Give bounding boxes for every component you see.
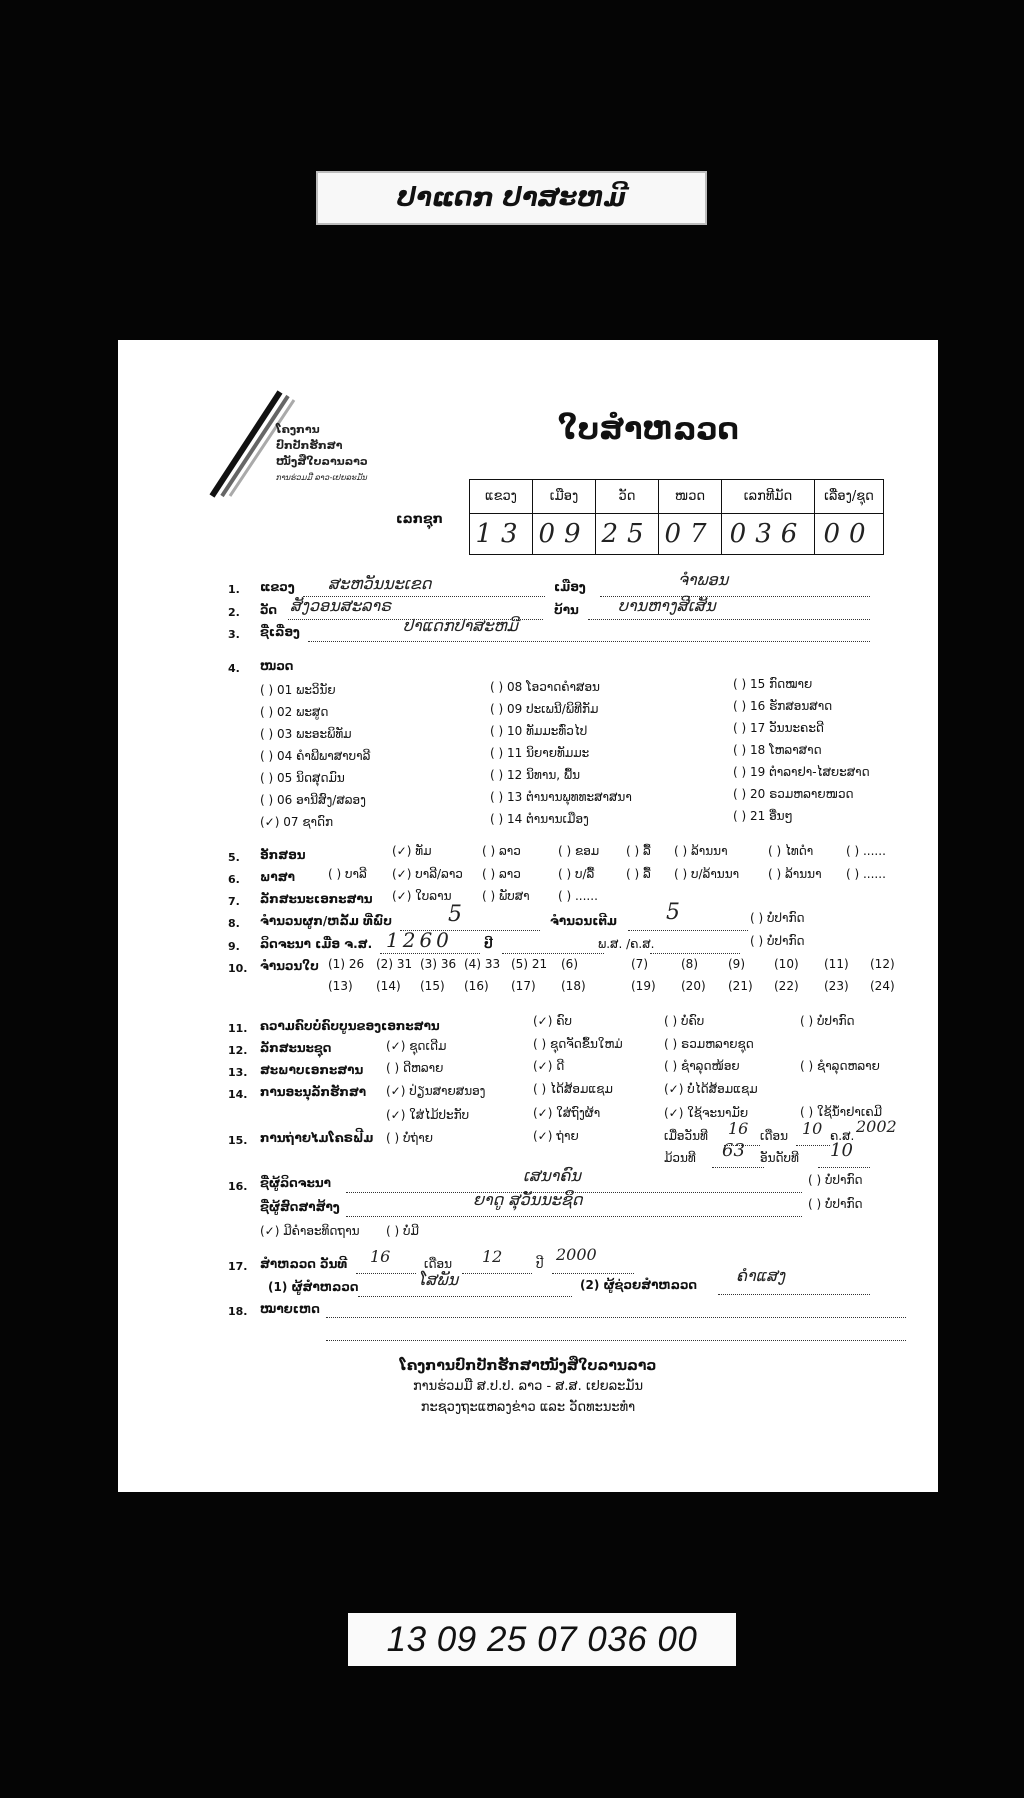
colophon-option[interactable]: (✓) ມີຄໍາອະທິດຖານ xyxy=(260,1224,360,1238)
conservation-option[interactable]: ( ) ໃຊ້ນ້ໍາຢາເຄມີ xyxy=(800,1105,883,1119)
remarks-line xyxy=(326,1317,906,1318)
survey-form-sheet xyxy=(118,340,938,1492)
completeness-option[interactable]: ( ) ບໍ່ຄົບ xyxy=(664,1014,705,1028)
field-number: 1. xyxy=(228,583,240,596)
field-number: 13. xyxy=(228,1066,248,1079)
footer-cooperation: ການຮ່ວມມື ສ.ປ.ປ. ລາວ - ສ.ສ. ເຢຍລະມັນ xyxy=(412,1379,644,1394)
field-number: 10. xyxy=(228,962,248,975)
survey-day-value: 16 xyxy=(370,1247,391,1266)
roll-label: ມ້ວນທີ xyxy=(664,1151,696,1165)
year-label: ປີ xyxy=(484,937,493,951)
roll-value: 63 xyxy=(722,1140,745,1161)
category-option[interactable]: ( ) 03 ພະອະພິທັມ xyxy=(260,727,352,741)
leaf-count-label: ຈໍານວນໃບ xyxy=(260,959,319,973)
category-option[interactable]: ( ) 14 ຕໍານານເມືອງ xyxy=(490,812,589,826)
field-number: 14. xyxy=(228,1088,248,1101)
conservation-option[interactable]: (✓) ໃສ່ຖົງຜ້າ xyxy=(533,1106,601,1120)
leaf-count-cell: (3) 36 xyxy=(420,957,457,971)
form-title: ໃບສໍາຫລວດ xyxy=(558,412,739,447)
microfilm-day-value: 16 xyxy=(728,1119,749,1138)
village-value: ບານຫາງສີເສັນ xyxy=(618,596,716,615)
assistant-surveyor-value: ຄໍາແສງ xyxy=(736,1266,786,1285)
script-option[interactable]: ( ) ລ້ານນາ xyxy=(674,844,728,858)
sponsor-label: ຊື່ຜູ້ສົດສາສ້າງ xyxy=(260,1200,340,1214)
manuscript-title-label: ປາແດກ ປາສະຫມີ xyxy=(316,171,707,225)
conservation-option[interactable]: (✓) ປ່ຽນສາຍສນອງ xyxy=(386,1084,486,1098)
language-option[interactable]: ( ) ບ/ລ້ານນາ xyxy=(674,867,740,881)
script-option[interactable]: ( ) ລາວ xyxy=(482,844,521,858)
category-option[interactable]: ( ) 16 ຮັກສອນສາດ xyxy=(733,699,833,713)
field-number: 4. xyxy=(228,662,240,675)
language-label: ພາສາ xyxy=(260,870,295,884)
category-option[interactable]: ( ) 05 ນິດສຸດມົນ xyxy=(260,771,345,785)
language-option[interactable]: ( ) ລື້ xyxy=(626,867,651,881)
field-number: 18. xyxy=(228,1305,248,1318)
survey-month-value: 12 xyxy=(482,1247,503,1266)
survey-date-label: ສໍາຫລວດ ວັນທີ xyxy=(260,1257,348,1271)
condition-option[interactable]: ( ) ຊໍາລຸດໜ້ອຍ xyxy=(664,1059,740,1073)
not-stated-option[interactable]: ( ) ບໍ່ປາກົດ xyxy=(750,911,805,925)
dotted-line xyxy=(796,1145,830,1146)
code-number-label: ເລກຊຸກ xyxy=(396,512,443,527)
leaf-count-cell: (16) xyxy=(464,979,489,993)
category-option[interactable]: ( ) 02 ພະສູດ xyxy=(260,705,329,719)
dotted-line xyxy=(552,1273,634,1274)
dotted-line xyxy=(358,1296,572,1297)
field-number: 6. xyxy=(228,873,240,886)
condition-label: ສະພາບເອກະສານ xyxy=(260,1063,364,1077)
category-option[interactable]: ( ) 08 ໂອວາດຄໍາສອນ xyxy=(490,680,600,694)
district-value: ຈໍາພອນ xyxy=(678,570,729,589)
field-number: 3. xyxy=(228,628,240,641)
dotted-line xyxy=(346,1216,802,1217)
field-number: 8. xyxy=(228,917,240,930)
leaf-count-cell: (20) xyxy=(681,979,706,993)
dotted-line xyxy=(718,1294,870,1295)
code-header: ເມືອງ xyxy=(533,480,596,514)
language-option[interactable]: ( ) ລ້ານນາ xyxy=(768,867,822,881)
leaf-count-cell: (14) xyxy=(376,979,401,993)
language-option[interactable]: ( ) ບ/ລື້ xyxy=(558,867,595,881)
dotted-line xyxy=(818,1167,870,1168)
leaf-count-cell: (5) 21 xyxy=(511,957,548,971)
year-label: ຄ.ສ. xyxy=(830,1129,855,1143)
leaf-count-cell: (1) 26 xyxy=(328,957,365,971)
leaf-count-cell: (17) xyxy=(511,979,536,993)
leaf-count-cell: (15) xyxy=(420,979,445,993)
condition-option[interactable]: (✓) ດີ xyxy=(533,1059,565,1073)
leaf-count-cell: (11) xyxy=(824,957,849,971)
not-stated-option[interactable]: ( ) ບໍ່ປາກົດ xyxy=(808,1197,863,1211)
sponsor-value: ຍາດູ ສຸວັນນະຊິດ xyxy=(473,1190,583,1209)
code-value: 09 xyxy=(533,514,596,555)
document-type-label: ລັກສະນະເອກະສານ xyxy=(260,892,373,906)
era-label: ພ.ສ. /ຄ.ສ. xyxy=(598,937,655,951)
dotted-line xyxy=(462,1273,532,1274)
language-option[interactable]: ( ) ...... xyxy=(846,867,886,881)
footer-ministry: ກະຊວງຖະແຫລງຂ່າວ ແລະ ວັດທະນະທໍາ xyxy=(420,1400,636,1415)
leaf-count-cell: (13) xyxy=(328,979,353,993)
colophon-option[interactable]: ( ) ບໍ່ມີ xyxy=(386,1224,419,1238)
leaf-count-cell: (4) 33 xyxy=(464,957,501,971)
completeness-option[interactable]: ( ) ບໍ່ປາກົດ xyxy=(800,1014,855,1028)
category-option[interactable]: ( ) 09 ປະເພນີ/ພິທີກັມ xyxy=(490,702,599,716)
code-value: 07 xyxy=(659,514,722,555)
document-type-option[interactable]: ( ) ...... xyxy=(558,889,598,903)
leaf-count-cell: (7) xyxy=(631,957,648,971)
code-header: ວັດ xyxy=(596,480,659,514)
surveyor-value: ໂສພັນ xyxy=(418,1270,459,1289)
scribe-value: ເສນາຄົນ xyxy=(523,1166,581,1185)
language-option[interactable]: (✓) ບາລີ/ລາວ xyxy=(392,867,463,881)
microfilm-year-value: 2002 xyxy=(856,1117,897,1136)
project-name: ໂຄງການ ປົກປັກຮັກສາ ໜັງສືໃບລານລາວ ການຮ່ວມມື ລາວ-ເຢຍລະມັນ xyxy=(276,423,368,482)
leaf-count-cell: (21) xyxy=(728,979,753,993)
code-header: ແຂວງ xyxy=(470,480,533,514)
field-number: 2. xyxy=(228,606,240,619)
script-label: ອັກສອນ xyxy=(260,848,306,862)
category-option[interactable]: ( ) 12 ນິທານ, ພື້ນ xyxy=(490,768,580,782)
category-option[interactable]: ( ) 17 ວັນນະຄະດີ xyxy=(733,721,824,735)
code-table xyxy=(469,479,884,555)
month-label: ເດືອນ xyxy=(424,1257,453,1271)
leaf-count-cell: (23) xyxy=(824,979,849,993)
conservation-option[interactable]: (✓) ໃຊ້ຈະນາມັຍ xyxy=(664,1106,749,1120)
field-number: 12. xyxy=(228,1044,248,1057)
dotted-line xyxy=(308,641,870,642)
code-header: ເລກທີມັດ xyxy=(722,480,815,514)
assistant-surveyor-label: (2) ຜູ້ຊ່ວຍສໍາຫລວດ xyxy=(580,1278,698,1292)
category-option[interactable]: ( ) 11 ນິຍາຍທັມມະ xyxy=(490,746,590,760)
condition-option[interactable]: ( ) ດີຫລາຍ xyxy=(386,1061,444,1075)
remarks-label: ໝາຍເຫດ xyxy=(260,1302,320,1316)
leaf-count-cell: (9) xyxy=(728,957,745,971)
category-option[interactable]: ( ) 13 ຕໍານານພຸທທະສາສນາ xyxy=(490,790,632,804)
field-number: 16. xyxy=(228,1180,248,1193)
year-label: ປີ xyxy=(536,1257,544,1271)
month-label: ເດືອນ xyxy=(760,1129,789,1143)
temple-label: ວັດ xyxy=(260,603,278,617)
bundles-original-value: 5 xyxy=(666,900,680,925)
code-header: ໜວດ xyxy=(659,480,722,514)
dotted-line xyxy=(502,953,604,954)
code-value: 036 xyxy=(722,514,815,555)
field-number: 5. xyxy=(228,851,240,864)
dotted-line xyxy=(650,953,740,954)
script-option[interactable]: ( ) ລື້ xyxy=(626,844,651,858)
category-label: ໜວດ xyxy=(260,659,294,673)
province-label: ແຂວງ xyxy=(260,580,295,594)
script-option[interactable]: ( ) ໄທດໍາ xyxy=(768,844,814,858)
category-option[interactable]: ( ) 10 ທັມມະທົ່ວໄປ xyxy=(490,724,588,738)
leaf-count-cell: (19) xyxy=(631,979,656,993)
leaf-count-cell: (22) xyxy=(774,979,799,993)
code-header: ເລື່ອງ/ຊຸດ xyxy=(815,480,884,514)
leaf-count-cell: (10) xyxy=(774,957,799,971)
village-label: ບ້ານ xyxy=(554,603,579,617)
inscription-date-label: ລິດຈະນາ ເມື່ອ ຈ.ສ. xyxy=(260,937,373,951)
leaf-count-cell: (24) xyxy=(870,979,895,993)
field-number: 11. xyxy=(228,1022,248,1035)
bundles-found-value: 5 xyxy=(448,902,462,927)
dotted-line xyxy=(712,1167,764,1168)
microfilm-option[interactable]: (✓) ຖ່າຍ xyxy=(533,1129,579,1143)
leaf-count-cell: (6) xyxy=(561,957,578,971)
leaf-count-cell: (18) xyxy=(561,979,586,993)
code-value: 25 xyxy=(596,514,659,555)
set-type-option[interactable]: ( ) ຊຸດຈັດຂຶ້ນໃຫມ່ xyxy=(533,1037,623,1051)
category-option[interactable]: ( ) 19 ຕໍາລາຢາ-ໄສຍະສາດ xyxy=(733,765,870,779)
category-option[interactable]: ( ) 15 ກົດໝາຍ xyxy=(733,677,813,691)
set-type-label: ລັກສະນະຊຸດ xyxy=(260,1041,332,1055)
category-option[interactable]: ( ) 01 ພະວິນັຍ xyxy=(260,683,336,697)
script-option[interactable]: ( ) ຂອມ xyxy=(558,844,600,858)
bundles-found-label: ຈໍານວນຜູກ/ຫລັ້ມ ທີ່ພົບ xyxy=(260,914,392,928)
conservation-label: ການອະນຸລັກຮັກສາ xyxy=(260,1085,367,1099)
script-option[interactable]: ( ) ...... xyxy=(846,844,886,858)
field-number: 7. xyxy=(228,895,240,908)
code-value: 13 xyxy=(470,514,533,555)
inscription-year-value: 1260 xyxy=(386,928,453,952)
temple-value: ສັງວອນສະລາຣ xyxy=(290,596,392,615)
script-option[interactable]: (✓) ທັມ xyxy=(392,844,432,858)
category-option[interactable]: ( ) 06 ອານີສົງ/ສລອງ xyxy=(260,793,366,807)
not-stated-option[interactable]: ( ) ບໍ່ປາກົດ xyxy=(750,934,805,948)
conservation-option[interactable]: (✓) ບໍ່ໄດ້ສ້ອມແຊມ xyxy=(664,1082,758,1096)
leaf-count-cell: (12) xyxy=(870,957,895,971)
field-number: 17. xyxy=(228,1260,248,1273)
dotted-line xyxy=(628,930,748,931)
document-type-option[interactable]: (✓) ໃບລານ xyxy=(392,889,452,903)
code-value: 00 xyxy=(815,514,884,555)
microfilm-label: ການຖ່າຍໄມໂຄຣຟີມ xyxy=(260,1131,374,1145)
category-option[interactable]: ( ) 20 ຣວມຫລາຍໜວດ xyxy=(733,787,854,801)
field-number: 15. xyxy=(228,1134,248,1147)
conservation-option[interactable]: ( ) ໄດ້ສ້ອມແຊມ xyxy=(533,1082,613,1096)
bundles-original-label: ຈໍານວນເຕີມ xyxy=(550,914,617,928)
category-option[interactable]: ( ) 21 ອື່ນໆ xyxy=(733,809,793,823)
dotted-line xyxy=(356,1273,416,1274)
code-number-label-bottom: 13 09 25 07 036 00 xyxy=(348,1613,736,1666)
language-option[interactable]: ( ) ບາລີ xyxy=(328,867,367,881)
category-option[interactable]: (✓) 07 ຊາດົກ xyxy=(260,815,334,829)
microfilm-option[interactable]: ( ) ບໍ່ຖ່າຍ xyxy=(386,1131,433,1145)
field-number: 9. xyxy=(228,940,240,953)
sequence-label: ອັນດັບທີ xyxy=(760,1151,799,1165)
leaf-count-cell: (8) xyxy=(681,957,698,971)
document-type-option[interactable]: ( ) ພັບສາ xyxy=(482,889,530,903)
district-label: ເມືອງ xyxy=(554,580,586,594)
title-value: ປາແດກປາສະຫມີ xyxy=(403,616,518,635)
title-label: ຊື່ເລື່ອງ xyxy=(260,625,300,639)
remarks-line xyxy=(326,1340,906,1341)
surveyor-label: (1) ຜູ້ສໍາຫລວດ xyxy=(268,1280,359,1294)
scribe-label: ຊື່ຜູ້ລິດຈະນາ xyxy=(260,1176,331,1190)
completeness-label: ຄວາມຄົບບໍ່ຄົບບູນຂອງເອກະສານ xyxy=(260,1019,440,1033)
category-option[interactable]: ( ) 18 ໂຫລາສາດ xyxy=(733,743,822,757)
set-type-option[interactable]: (✓) ຊຸດເດີມ xyxy=(386,1039,447,1053)
completeness-option[interactable]: (✓) ຄົບ xyxy=(533,1014,572,1028)
microfilm-date-label: ເມື່ອວັນທີ xyxy=(664,1129,708,1143)
sequence-value: 10 xyxy=(830,1140,853,1161)
leaf-count-cell: (2) 31 xyxy=(376,957,413,971)
dotted-line xyxy=(588,619,870,620)
dotted-line xyxy=(380,953,480,954)
language-option[interactable]: ( ) ລາວ xyxy=(482,867,521,881)
not-stated-option[interactable]: ( ) ບໍ່ປາກົດ xyxy=(808,1173,863,1187)
conservation-option[interactable]: (✓) ໃສ່ໄມ້ປະກັບ xyxy=(386,1108,470,1122)
footer-project: ໂຄງການປົກປັກຮັກສາໜັງສືໃບລານລາວ xyxy=(399,1358,657,1374)
condition-option[interactable]: ( ) ຊໍາລຸດຫລາຍ xyxy=(800,1059,880,1073)
province-value: ສະຫວັນນະເຂດ xyxy=(328,574,432,593)
set-type-option[interactable]: ( ) ຣວມຫລາຍຊຸດ xyxy=(664,1037,754,1051)
survey-year-value: 2000 xyxy=(556,1245,597,1264)
category-option[interactable]: ( ) 04 ຄໍາພີພາສາບາລີ xyxy=(260,749,371,763)
microfilm-month-value: 10 xyxy=(802,1119,823,1138)
